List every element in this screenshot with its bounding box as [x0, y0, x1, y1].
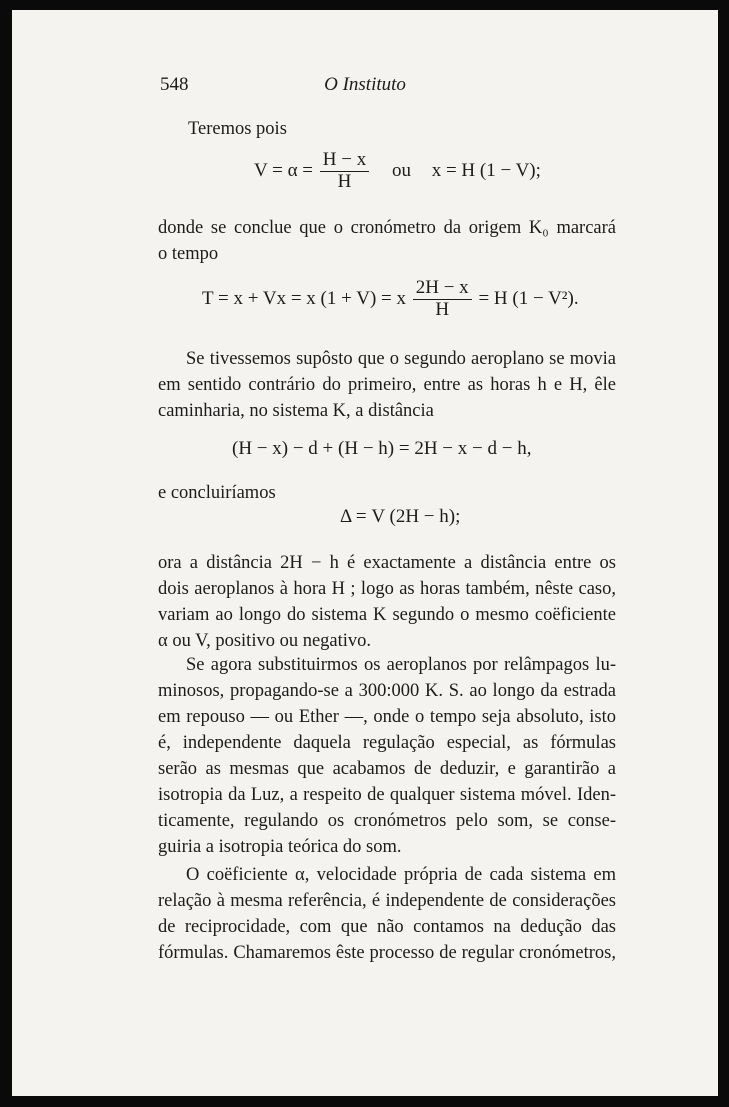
eq1-ou: ou: [391, 159, 411, 181]
text-line: O coëficiente α, velocidade própria de cada sistema em: [186, 865, 616, 885]
eq2-denominator: H: [435, 298, 450, 320]
text-line: dois aeroplanos à hora H ; logo as horas também, nêste caso,: [158, 579, 616, 599]
equation-3: (H − x) − d + (H − h) = 2H − x − d − h,: [232, 438, 532, 459]
text-line: variam ao longo do sistema K segundo o mesmo coëficiente: [158, 605, 616, 625]
eq2-left: T = x + Vx = x (1 + V) = x: [202, 287, 406, 309]
text-line: o tempo: [158, 244, 219, 264]
text-line: Se agora substituirmos os aeroplanos por relâmpagos lu-: [186, 655, 616, 675]
paragraph-4: [158, 652, 616, 860]
intro-line: Teremos pois: [188, 119, 287, 139]
paragraph-3: [158, 550, 616, 654]
text-line: isotropia da Luz, a respeito de qualquer sistema móvel. Iden-: [158, 785, 616, 805]
eq1-left: V = α =: [254, 159, 314, 181]
equation-2: [202, 278, 579, 321]
text-line: ticamente, regulando os cronómetros pelo som, se conse-: [158, 811, 616, 831]
eq1-fraction: [320, 150, 369, 193]
eq2-right: = H (1 − V²).: [478, 287, 579, 309]
eq2-fraction: [413, 278, 472, 321]
page: [12, 10, 718, 1096]
eq1-denominator: H: [337, 170, 352, 192]
text-line: em sentido contrário do primeiro, entre as horas h e H, êle: [158, 375, 616, 395]
paragraph-donde: [158, 215, 616, 267]
paragraph-5: [158, 862, 616, 966]
text-line: caminharia, no sistema K, a distância: [158, 401, 434, 421]
text-line: em repouso — ou Ether —, onde o tempo seja absoluto, isto: [158, 707, 616, 727]
text-line: relação à mesma referência, é independente de considerações: [158, 891, 616, 911]
text-line: α ou V, positivo ou negativo.: [158, 631, 372, 651]
eq2-numerator: 2H − x: [413, 278, 472, 300]
eq1-right: x = H (1 − V);: [431, 159, 541, 181]
eq1-numerator: H − x: [320, 150, 369, 172]
text-line: ora a distância 2H − h é exactamente a distância entre os: [158, 553, 616, 573]
text-line: de reciprocidade, com que não contamos na dedução das: [158, 917, 616, 937]
equation-4: Δ = V (2H − h);: [340, 506, 461, 527]
journal-title: O Instituto: [324, 74, 406, 95]
text-line: minosos, propagando-se a 300:000 K. S. ao longo da estrada: [158, 681, 616, 701]
text-line: Se tivessemos supôsto que o segundo aeroplano se movia: [186, 349, 616, 369]
equation-1: [254, 150, 541, 193]
text-line: serão as mesmas que acabamos de deduzir, e garantirão a: [158, 759, 616, 779]
paragraph-2: [158, 346, 616, 424]
text-line: é, independente daquela regulação especial, as fórmulas: [158, 733, 616, 753]
concluiriamos-line: e concluiríamos: [158, 483, 276, 503]
text-line: guiria a isotropia teórica do som.: [158, 837, 402, 857]
text-line: donde se conclue que o cronómetro da origem K₀ marcará: [158, 218, 616, 238]
page-number: 548: [160, 74, 189, 95]
text-line: fórmulas. Chamaremos êste processo de regular cronómetros,: [158, 943, 616, 963]
